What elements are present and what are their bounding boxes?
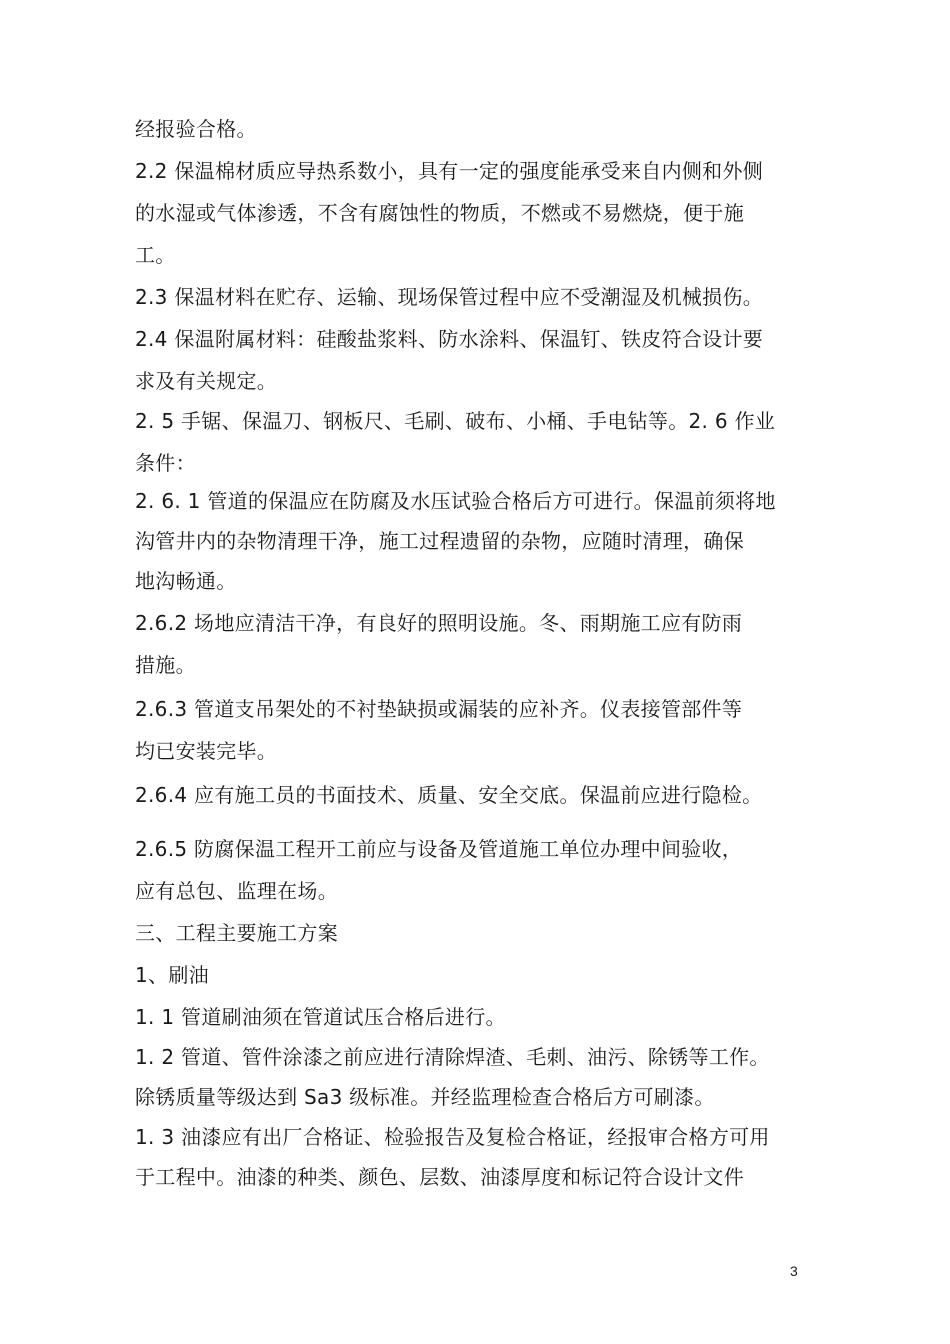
text-line: 2.4 保温附属材料：硅酸盐浆料、防水涂料、保温钉、铁皮符合设计要 — [135, 327, 764, 351]
text-line: 措施。 — [135, 653, 196, 677]
text-line: 地沟畅通。 — [135, 569, 237, 593]
text-line: 于工程中。油漆的种类、颜色、层数、油漆厚度和标记符合设计文件 — [135, 1165, 744, 1189]
text-line: 2.6.5 防腐保温工程开工前应与设备及管道施工单位办理中间验收， — [135, 837, 743, 861]
text-line: 条件： — [135, 451, 196, 475]
text-line: 2.2 保温棉材质应导热系数小，具有一定的强度能承受来自内侧和外侧 — [135, 159, 764, 183]
text-line: 1. 3 油漆应有出厂合格证、检验报告及复检合格证，经报审合格方可用 — [135, 1125, 770, 1149]
subsection-heading: 1、刷油 — [135, 963, 209, 987]
text-line: 的水湿或气体渗透，不含有腐蚀性的物质，不燃或不易燃烧，便于施 — [135, 201, 744, 225]
text-line: 2. 6. 1 管道的保温应在防腐及水压试验合格后方可进行。保温前须将地 — [135, 489, 776, 513]
text-line: 1. 1 管道刷油须在管道试压合格后进行。 — [135, 1005, 506, 1029]
text-line: 沟管井内的杂物清理干净，施工过程遗留的杂物，应随时清理，确保 — [135, 529, 744, 553]
text-line: 应有总包、监理在场。 — [135, 879, 338, 903]
text-line: 2.6.3 管道支吊架处的不衬垫缺损或漏装的应补齐。仪表接管部件等 — [135, 697, 743, 721]
text-line: 经报验合格。 — [135, 117, 257, 141]
text-line: 2.6.4 应有施工员的书面技术、质量、安全交底。保温前应进行隐检。 — [135, 783, 763, 807]
page-number: 3 — [790, 1263, 798, 1279]
text-line: 除锈质量等级达到 Sa3 级标准。并经监理检查合格后方可刷漆。 — [135, 1085, 715, 1109]
text-line: 工。 — [135, 243, 176, 267]
section-heading: 三、工程主要施工方案 — [135, 921, 338, 945]
text-line: 1. 2 管道、管件涂漆之前应进行清除焊渣、毛刺、油污、除锈等工作。 — [135, 1045, 770, 1069]
text-line: 求及有关规定。 — [135, 369, 278, 393]
text-line: 均已安装完毕。 — [135, 739, 278, 763]
text-line: 2. 5 手锯、保温刀、钢板尺、毛刷、破布、小桶、手电钻等。2. 6 作业 — [135, 409, 776, 433]
text-line: 2.3 保温材料在贮存、运输、现场保管过程中应不受潮湿及机械损伤。 — [135, 285, 764, 309]
text-line: 2.6.2 场地应清洁干净，有良好的照明设施。冬、雨期施工应有防雨 — [135, 611, 743, 635]
